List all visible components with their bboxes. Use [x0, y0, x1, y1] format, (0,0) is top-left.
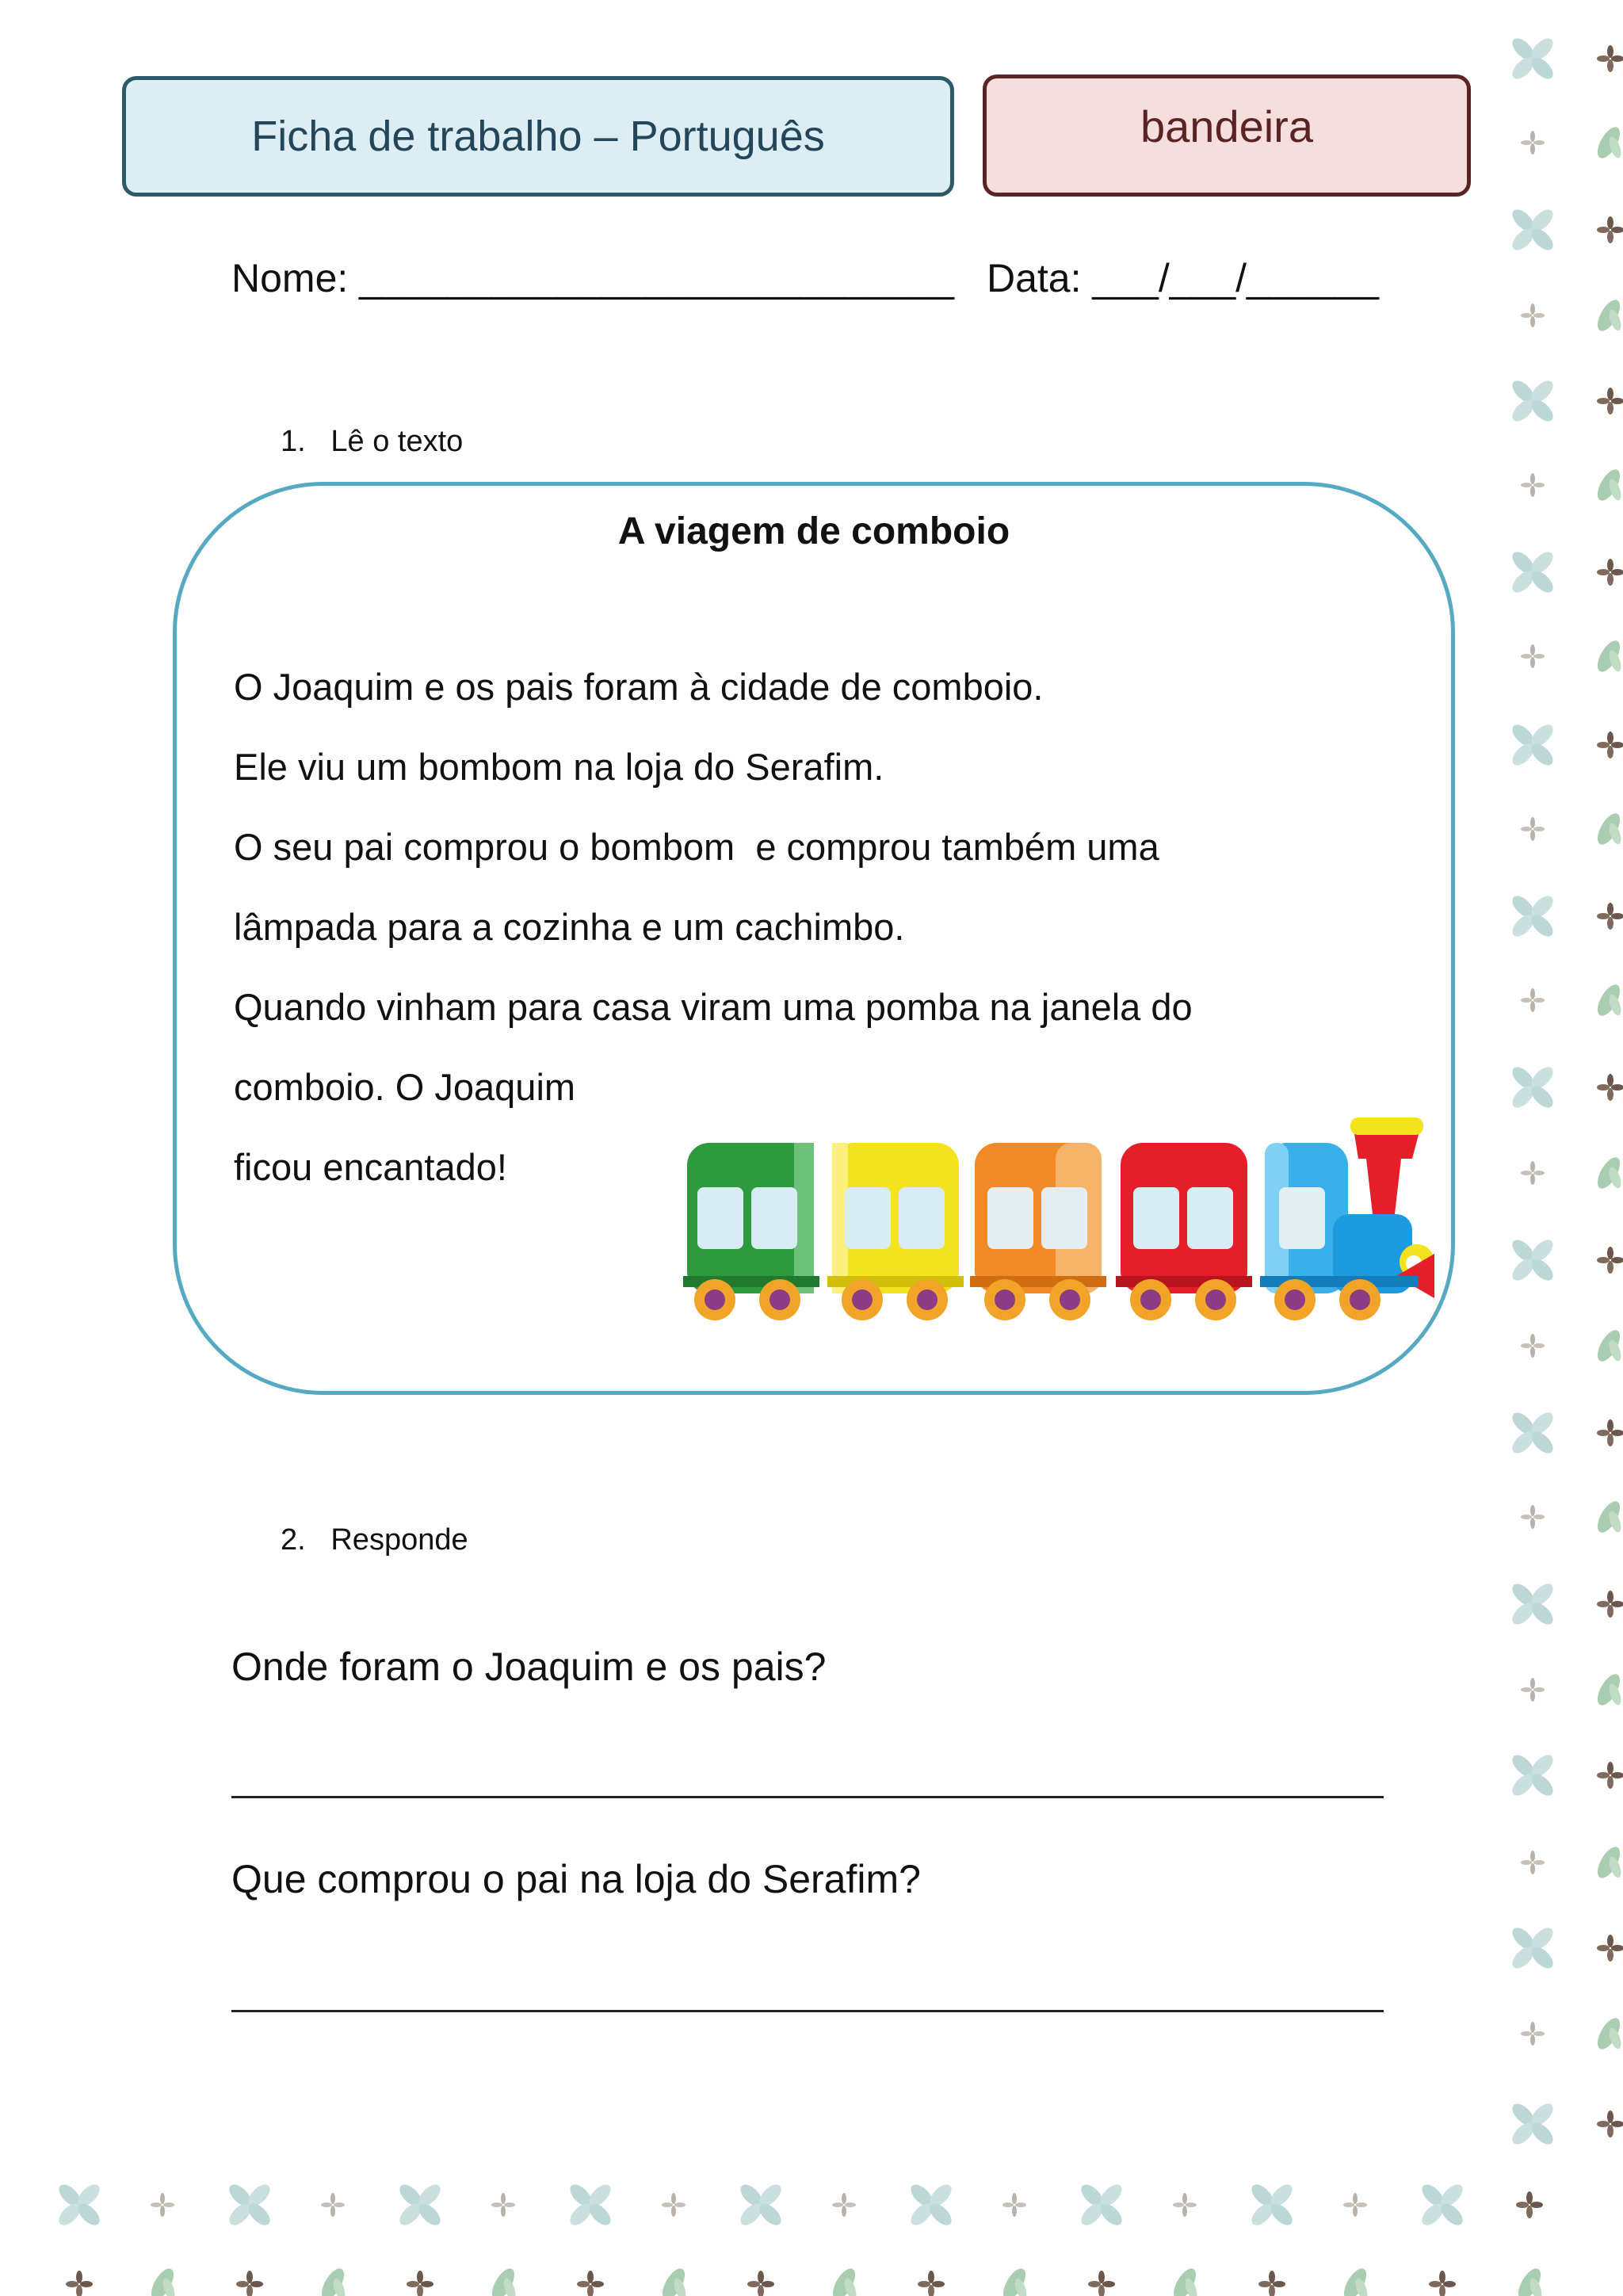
story-line: lâmpada para a cozinha e um cachimbo.	[234, 906, 905, 948]
target-word-box	[983, 74, 1471, 197]
story-line: Quando vinham para casa viram uma pomba na janela do	[234, 986, 1193, 1028]
worksheet-title: Ficha de trabalho – Português	[251, 113, 825, 160]
instruction-answer-text: 2. Responde	[281, 1523, 468, 1557]
question-2-text: Que comprou o pai na loja do Serafim?	[231, 1857, 921, 1901]
answer-line-2[interactable]	[231, 2010, 1384, 2012]
date-field[interactable]: Data: ___/___/______	[987, 256, 1379, 300]
story-title: A viagem de comboio	[617, 510, 1010, 552]
story-line: Ele viu um bombom na loja do Serafim.	[234, 746, 884, 788]
orange-wagon	[970, 1143, 1106, 1293]
target-word: bandeira	[1140, 101, 1313, 151]
red-wagon	[1116, 1143, 1252, 1293]
worksheet-title-box	[122, 76, 954, 197]
locomotive	[1260, 1117, 1434, 1298]
question-1-text: Onde foram o Joaquim e os pais?	[231, 1645, 827, 1689]
story-line: O Joaquim e os pais foram à cidade de comboio.	[234, 666, 1044, 708]
story-line: O seu pai comprou o bombom e comprou também uma	[234, 826, 1159, 868]
name-field[interactable]: Nome: ___________________________	[231, 256, 954, 300]
answer-line-1[interactable]	[231, 1796, 1384, 1798]
instruction-read-text: 1. Lê o texto	[281, 425, 464, 458]
green-wagon	[683, 1143, 819, 1293]
story-line: ficou encantado!	[234, 1146, 507, 1188]
story-line: comboio. O Joaquim	[234, 1066, 576, 1108]
yellow-wagon	[827, 1143, 964, 1293]
toy-train-illustration	[683, 1079, 1436, 1341]
